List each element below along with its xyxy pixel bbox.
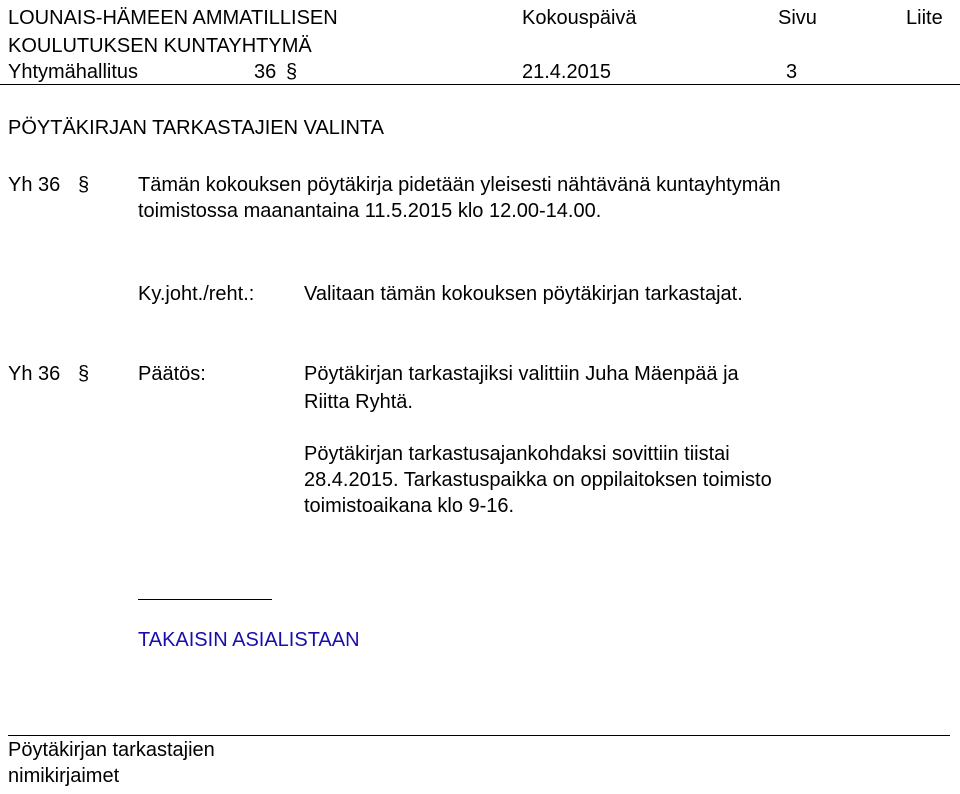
- meeting-body-name: Yhtymähallitus: [8, 61, 139, 83]
- decision-paragraph2-line2: 28.4.2015. Tarkastuspaikka on oppilaitoksen toimisto: [304, 469, 772, 491]
- reviewer-initials-label-line2: nimikirjaimet: [8, 765, 120, 787]
- decision-section-ref: Yh 36: [8, 363, 61, 385]
- decision-section-mark: §: [78, 363, 90, 385]
- meeting-date-label: Kokouspäivä: [522, 7, 637, 29]
- page-label: Sivu: [778, 7, 817, 29]
- intro-section-ref: Yh 36: [8, 174, 61, 196]
- header-divider: [0, 84, 960, 85]
- section-mark: §: [286, 61, 298, 83]
- decision-paragraph2-line3: toimistoaikana klo 9-16.: [304, 495, 515, 517]
- section-number: 36: [254, 61, 277, 83]
- intro-text-line1: Tämän kokouksen pöytäkirja pidetään yleisesti nähtävänä kuntayhtymän: [138, 174, 781, 196]
- proposal-text: Valitaan tämän kokouksen pöytäkirjan tarkastajat.: [304, 283, 743, 305]
- decision-label: Päätös:: [138, 363, 206, 385]
- organization-name-line1: LOUNAIS-HÄMEEN AMMATILLISEN: [8, 7, 338, 29]
- intro-text-line2: toimistossa maanantaina 11.5.2015 klo 12.00-14.00.: [138, 200, 602, 222]
- reviewer-initials-label-line1: Pöytäkirjan tarkastajien: [8, 739, 215, 761]
- section-title: PÖYTÄKIRJAN TARKASTAJIEN VALINTA: [8, 117, 385, 139]
- decision-paragraph1-line1: Pöytäkirjan tarkastajiksi valittiin Juha Mäenpää ja: [304, 363, 739, 385]
- decision-paragraph2-line1: Pöytäkirjan tarkastusajankohdaksi sovittiin tiistai: [304, 443, 730, 465]
- intro-section-mark: §: [78, 174, 90, 196]
- back-to-agenda-link[interactable]: TAKAISIN ASIALISTAAN: [138, 629, 360, 651]
- proposal-label: Ky.joht./reht.:: [138, 283, 255, 305]
- decision-paragraph1-line2: Riitta Ryhtä.: [304, 391, 413, 413]
- meeting-date: 21.4.2015: [522, 61, 611, 83]
- separator-line: [138, 599, 272, 600]
- organization-name-line2: KOULUTUKSEN KUNTAYHTYMÄ: [8, 35, 312, 57]
- page-number: 3: [786, 61, 798, 83]
- appendix-label: Liite: [906, 7, 943, 29]
- footer-divider: [8, 735, 950, 736]
